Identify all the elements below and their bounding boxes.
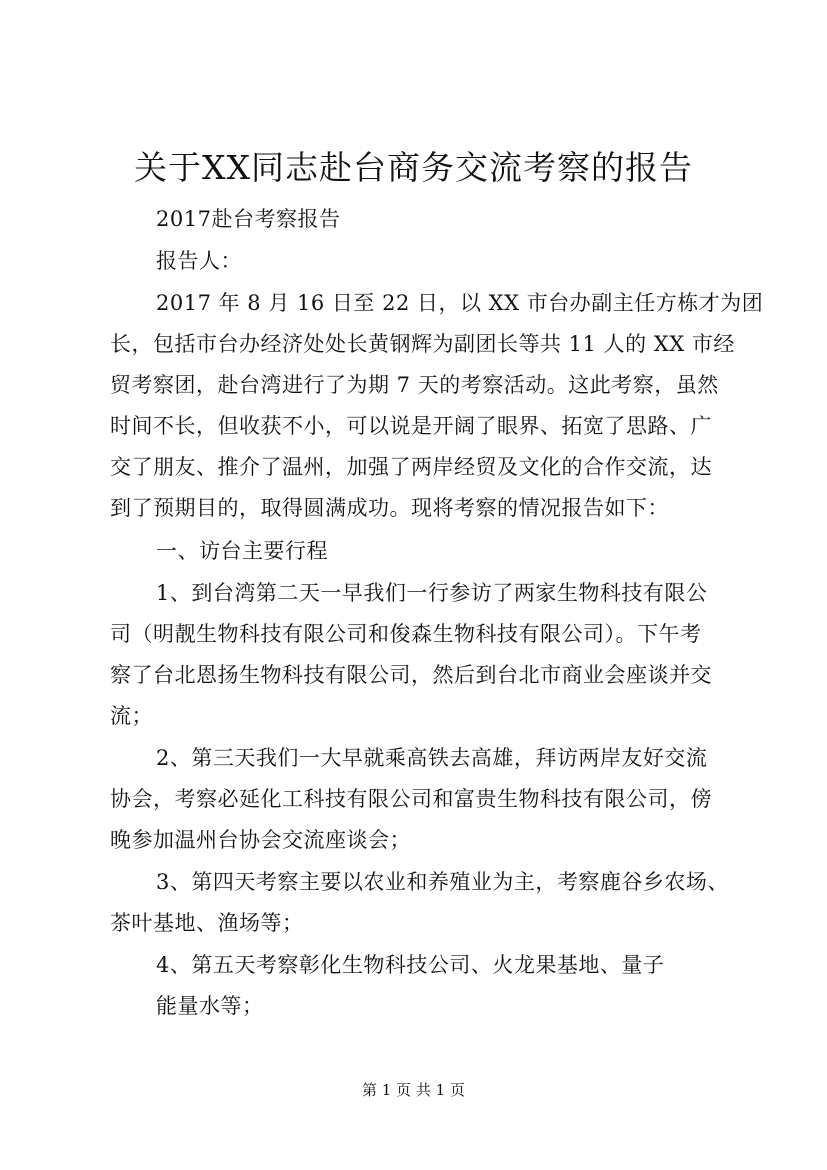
section-heading: 一、访台主要行程 [156,539,328,563]
body-line: 茶叶基地、渔场等； [110,911,304,935]
body-line: 2、第三天我们一大早就乘高铁去高雄，拜访两岸友好交流 [156,746,708,770]
body-line: 贸考察团，赴台湾进行了为期 7 天的考察活动。这此考察，虽然 [110,373,719,397]
body-line: 司（明靓生物科技有限公司和俊森生物科技有限公司）。下午考 [110,622,702,646]
page-footer: 第 1 页 共 1 页 [362,1081,465,1099]
body-line: 4、第五天考察彰化生物科技公司、火龙果基地、量子 [156,953,665,977]
body-line: 3、第四天考察主要以农业和养殖业为主，考察鹿谷乡农场、 [156,870,729,894]
body-line: 流； [110,704,153,728]
body-line: 1、到台湾第二天一早我们一行参访了两家生物科技有限公 [156,581,708,605]
body-line: 到了预期目的，取得圆满成功。现将考察的情况报告如下： [110,496,669,520]
body-line: 察了台北恩扬生物科技有限公司，然后到台北市商业会座谈并交 [110,663,712,687]
body-line: 能量水等； [156,994,264,1018]
reporter-label: 报告人： [156,249,242,273]
body-line: 长，包括市台办经济处处长黄钢辉为副团长等共 11 人的 XX 市经 [110,332,735,356]
body-line: 2017 年 8 月 16 日至 22 日，以 XX 市台办副主任方栋才为团 [156,291,764,315]
body-line: 时间不长，但收获不小，可以说是开阔了眼界、拓宽了思路、广 [110,414,712,438]
body-line: 晚参加温州台协会交流座谈会； [110,828,411,852]
document-title: 关于XX同志赴台商务交流考察的报告 [134,148,693,187]
body-line: 协会，考察必延化工科技有限公司和富贵生物科技有限公司，傍 [110,787,712,811]
body-line: 交了朋友、推介了温州，加强了两岸经贸及文化的合作交流，达 [110,455,712,479]
document-subtitle: 2017赴台考察报告 [156,207,341,231]
